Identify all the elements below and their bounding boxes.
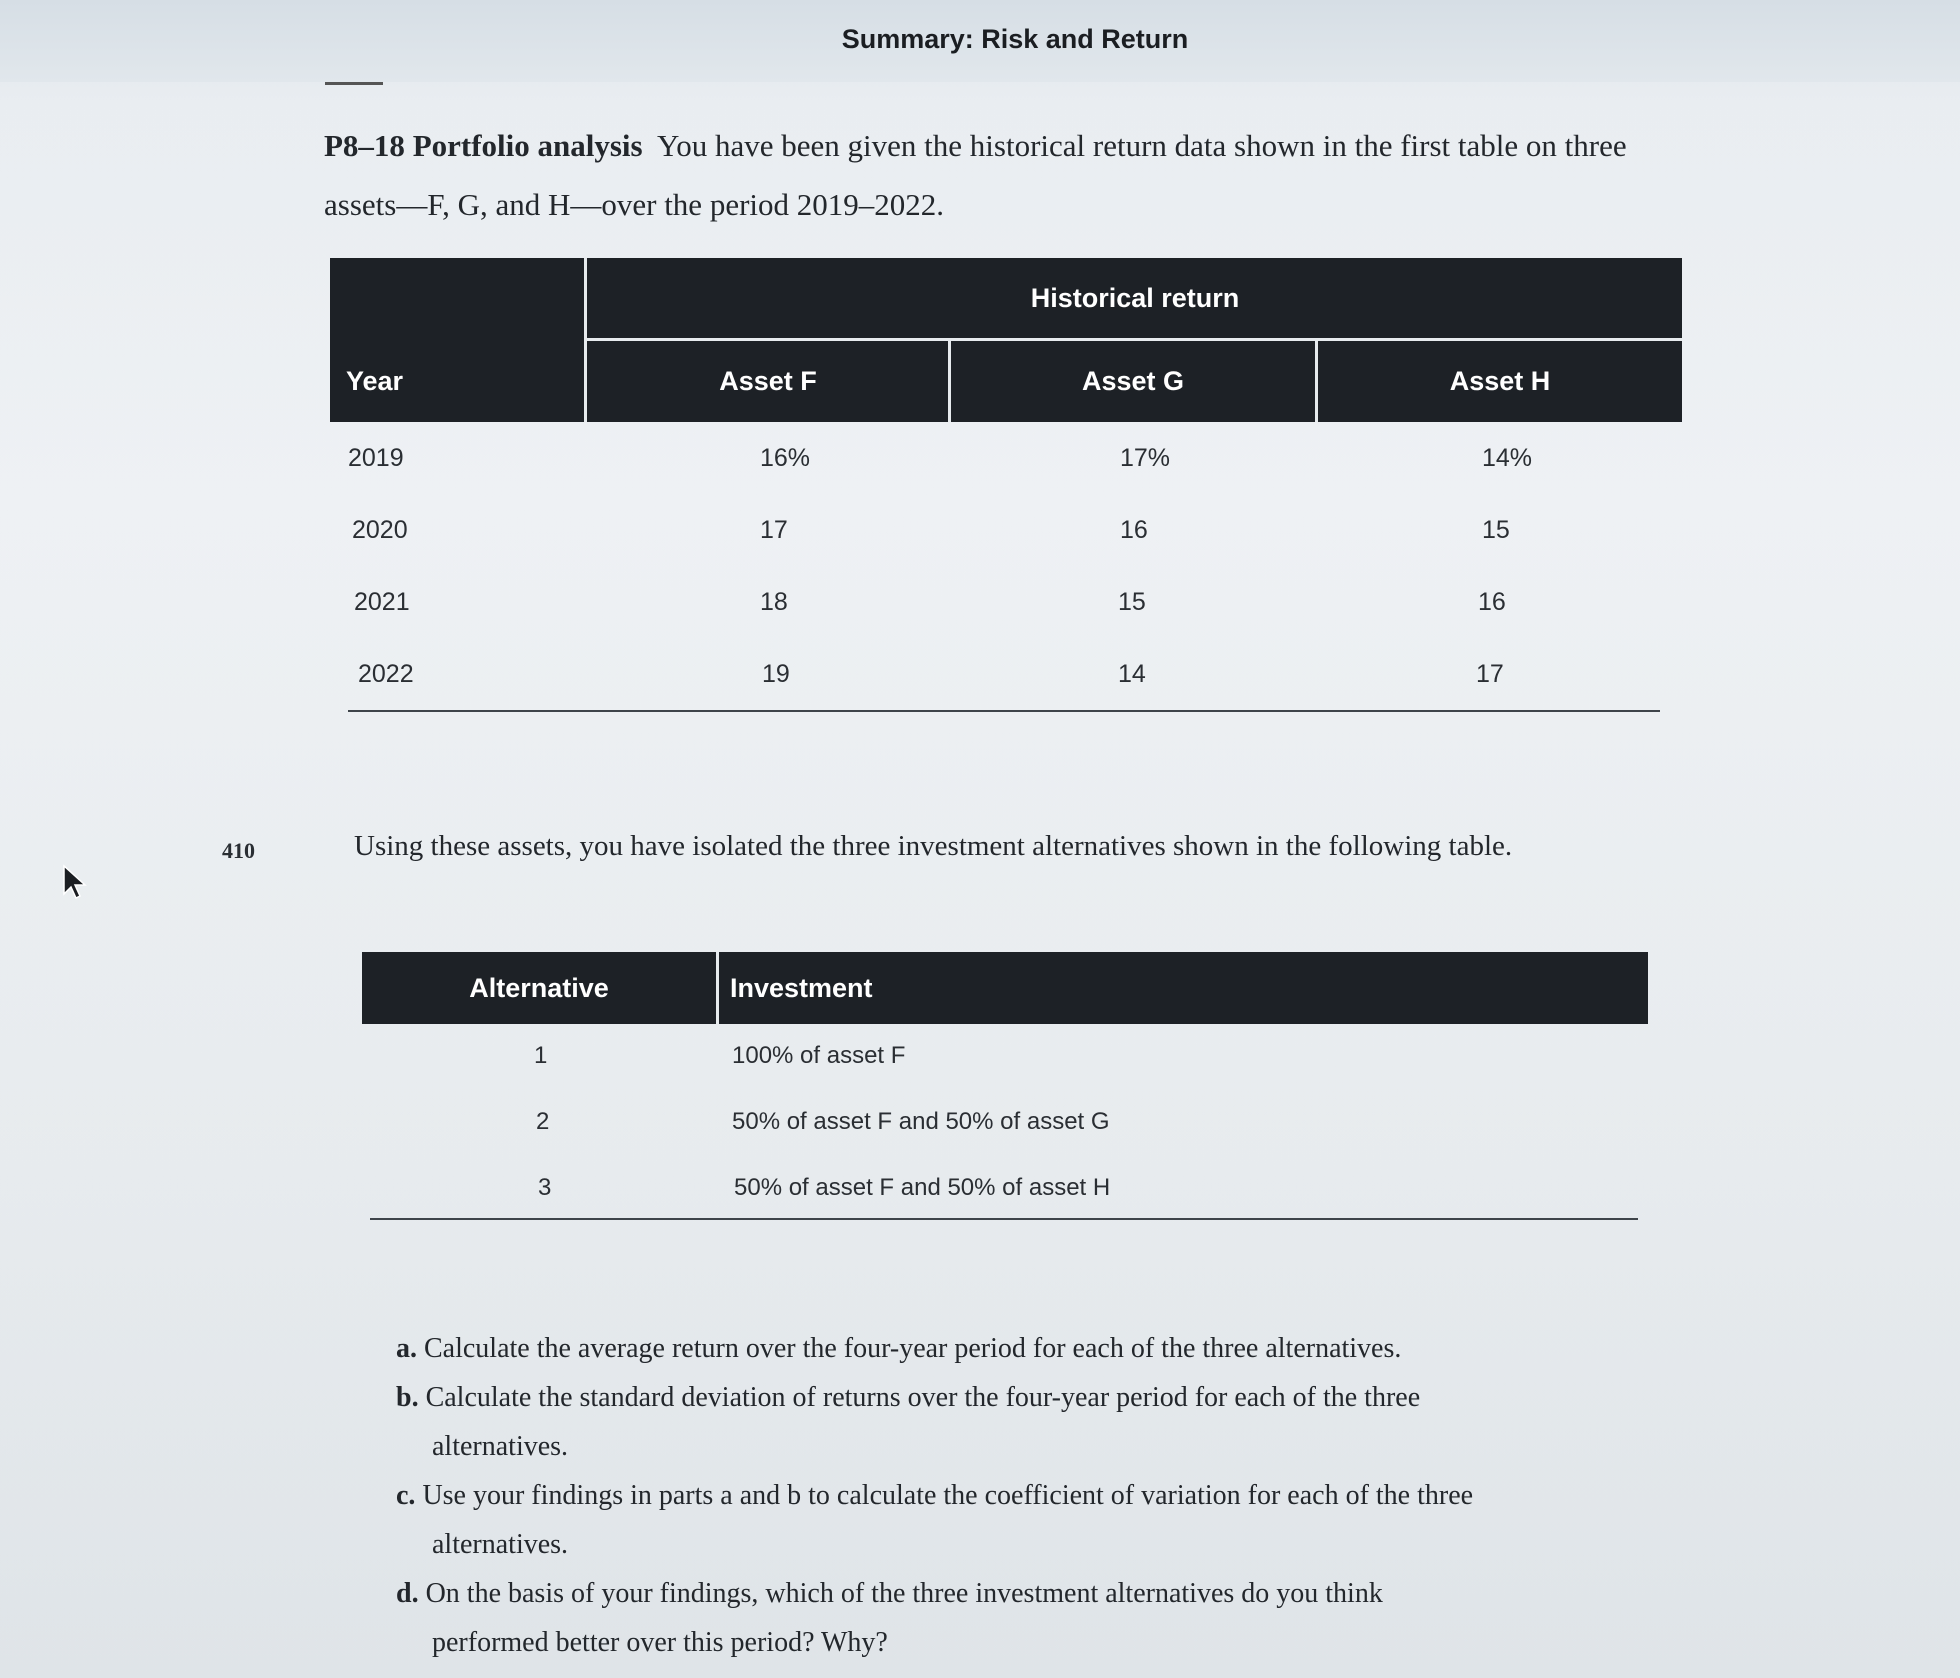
cell-alternative: 3 [538,1174,552,1201]
cell-asset-f: 16% [760,444,811,472]
table-row [330,422,1682,494]
question-label: c. [396,1480,416,1511]
table-row [362,1156,1648,1222]
cell-year: 2019 [348,444,404,472]
cell-asset-h: 16 [1478,588,1506,616]
problem-number: P8–18 [324,128,405,163]
question-label: b. [396,1382,419,1413]
cell-year: 2020 [352,516,408,544]
page-header-title: Summary: Risk and Return [841,24,1189,54]
question-text: Use your findings in parts a and b to calculate the coefficient of variation for each of the three [422,1480,1474,1511]
table-header [362,952,1648,1024]
question-text-continued: alternatives. [432,1431,569,1462]
cell-asset-g: 14 [1118,660,1146,688]
table-row [362,1024,1648,1090]
table-row [330,638,1682,710]
column-header-asset-h: Asset H [1449,365,1551,396]
question-d [396,1569,1666,1667]
question-label: d. [396,1578,419,1609]
column-header-asset-f: Asset F [719,365,817,396]
column-header-asset-g: Asset G [1081,365,1185,396]
question-list [396,1324,1666,1667]
historical-returns-table [330,258,1682,710]
cell-asset-f: 18 [760,588,788,616]
cell-asset-h: 14% [1482,444,1533,472]
cell-year: 2021 [354,588,410,616]
cell-asset-h: 17 [1476,660,1504,688]
cell-year: 2022 [358,660,414,688]
cell-investment: 50% of asset F and 50% of asset G [732,1108,1110,1135]
column-header-year: Year [346,365,404,396]
table-row [330,494,1682,566]
problem-title: Portfolio analysis [412,128,643,163]
cell-alternative: 1 [534,1042,548,1069]
cell-alternative: 2 [536,1108,550,1135]
cell-asset-g: 15 [1118,588,1146,616]
question-text-continued: alternatives. [432,1529,569,1560]
question-c [396,1471,1666,1569]
question-text: On the basis of your findings, which of the three investment alternatives do you think [425,1578,1383,1609]
question-b [396,1373,1666,1471]
problem-statement [324,116,1684,234]
cell-asset-f: 19 [762,660,790,688]
table-bottom-rule [370,1218,1638,1220]
question-label: a. [396,1333,417,1364]
alternatives-table [362,952,1648,1222]
table-row [362,1090,1648,1156]
table-bottom-rule [348,710,1660,712]
question-a [396,1324,1666,1373]
cell-investment: 100% of asset F [732,1042,906,1069]
question-text-continued: performed better over this period? Why? [432,1627,888,1658]
intro-paragraph: Using these assets, you have isolated the three investment alternatives shown in the following table. [354,830,1513,862]
question-text: Calculate the average return over the four-year period for each of the three alternatives. [424,1333,1402,1364]
cell-asset-f: 17 [760,516,788,544]
table-row [330,566,1682,638]
cell-asset-h: 15 [1482,516,1510,544]
cell-asset-g: 16 [1120,516,1148,544]
column-header-alternative: Alternative [469,972,609,1003]
question-text: Calculate the standard deviation of returns over the four-year period for each of the three [425,1382,1421,1413]
cell-investment: 50% of asset F and 50% of asset H [734,1174,1111,1201]
table-header [330,258,1682,422]
page-number: 410 [222,838,255,863]
group-header-historical-return: Historical return [1030,282,1240,313]
mouse-cursor-icon [62,864,90,905]
cell-asset-g: 17% [1120,444,1171,472]
decorative-dash [325,82,383,85]
problem-text: You have been given the historical return data shown in the first table on three assets—F, G, and H—over the period 2019–2022. [324,128,1627,222]
column-header-investment: Investment [730,972,873,1003]
